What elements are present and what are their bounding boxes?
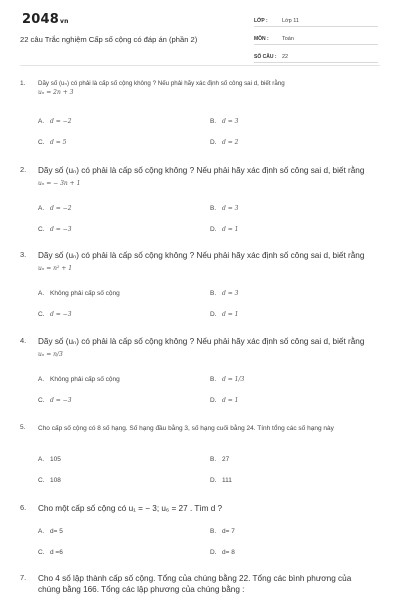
option-letter: D. bbox=[210, 549, 217, 556]
option-letter: B. bbox=[210, 456, 217, 463]
question-number: 1. bbox=[20, 80, 26, 87]
question-text bbox=[38, 503, 368, 515]
option-a[interactable] bbox=[38, 528, 63, 535]
question-text bbox=[38, 573, 368, 595]
option-c[interactable] bbox=[38, 549, 63, 556]
option-text: d= 5 bbox=[50, 528, 63, 535]
option-text: d = −2 bbox=[50, 205, 72, 212]
question-number: 7. bbox=[20, 573, 27, 582]
option-c[interactable] bbox=[38, 311, 72, 318]
option-a[interactable] bbox=[38, 205, 72, 212]
option-text: Không phải cấp số cộng bbox=[50, 290, 120, 297]
option-letter: A. bbox=[38, 118, 45, 125]
option-text: d = −3 bbox=[50, 226, 72, 233]
option-b[interactable] bbox=[210, 290, 239, 297]
option-b[interactable] bbox=[210, 528, 235, 535]
option-b[interactable] bbox=[210, 376, 244, 383]
question-number: 3. bbox=[20, 250, 27, 259]
option-letter: C. bbox=[38, 477, 45, 484]
option-letter: D. bbox=[210, 139, 217, 146]
question-stem: Dãy số (uₙ) có phải là cấp số cộng không ? Nếu phải hãy xác định số công sai d, biết rằng bbox=[38, 80, 285, 87]
option-letter: B. bbox=[210, 118, 217, 125]
option-letter: C. bbox=[38, 226, 45, 233]
option-letter: B. bbox=[210, 290, 217, 297]
option-text: d =6 bbox=[50, 549, 63, 556]
option-letter: A. bbox=[38, 528, 45, 535]
meta-label: SỐ CÂU : bbox=[254, 54, 277, 60]
option-b[interactable] bbox=[210, 456, 229, 463]
page-title: 22 câu Trắc nghiệm Cấp số cộng có đáp án (phần 2) bbox=[20, 35, 198, 44]
meta-label: LỚP : bbox=[254, 18, 268, 24]
logo-suffix: vn bbox=[59, 18, 69, 25]
option-text: d = 2 bbox=[222, 139, 239, 146]
question-text bbox=[38, 336, 368, 360]
option-text: d = 1 bbox=[222, 311, 239, 318]
option-text: 111 bbox=[222, 477, 232, 484]
option-letter: C. bbox=[38, 549, 45, 556]
option-letter: C. bbox=[38, 311, 45, 318]
option-text: d = 3 bbox=[222, 118, 239, 125]
question-number: 6. bbox=[20, 503, 27, 512]
question-stem: Cho cấp số cộng có 8 số hạng. Số hạng đầu bằng 3, số hạng cuối bằng 24. Tính tổng các số hạng này bbox=[38, 425, 334, 432]
option-text: d = 3 bbox=[222, 205, 239, 212]
option-text: d= 7 bbox=[222, 528, 235, 535]
option-text: 105 bbox=[50, 456, 61, 463]
option-a[interactable] bbox=[38, 290, 120, 297]
option-letter: D. bbox=[210, 226, 217, 233]
option-d[interactable] bbox=[210, 549, 235, 556]
option-b[interactable] bbox=[210, 118, 239, 125]
option-letter: A. bbox=[38, 205, 45, 212]
question-formula: uₙ = n/3 bbox=[38, 350, 63, 358]
option-letter: A. bbox=[38, 290, 45, 297]
question-stem: Cho 4 số lập thành cấp số cộng. Tổng của chúng bằng 22. Tổng các bình phương của chúng bằng 166. Tổng các lập phương của chúng bằng : bbox=[38, 574, 352, 594]
option-letter: B. bbox=[210, 528, 217, 535]
question-text bbox=[38, 250, 368, 274]
option-text: d = −2 bbox=[50, 118, 72, 125]
option-d[interactable] bbox=[210, 397, 239, 404]
option-letter: A. bbox=[38, 376, 45, 383]
option-text: d = 5 bbox=[50, 139, 67, 146]
option-text: d= 8 bbox=[222, 549, 235, 556]
meta-value: Lớp 11 bbox=[282, 18, 299, 24]
option-letter: D. bbox=[210, 397, 217, 404]
option-c[interactable] bbox=[38, 397, 72, 404]
option-letter: A. bbox=[38, 456, 45, 463]
option-letter: B. bbox=[210, 205, 217, 212]
question-formula: uₙ = 2n + 3 bbox=[38, 88, 74, 96]
option-text: 108 bbox=[50, 477, 61, 484]
option-text: d = 1 bbox=[222, 397, 239, 404]
question-formula: uₙ = − 3n + 1 bbox=[38, 179, 81, 187]
question-text bbox=[38, 165, 368, 189]
option-text: d = 1/3 bbox=[222, 376, 245, 383]
option-letter: D. bbox=[210, 311, 217, 318]
option-text: d = 3 bbox=[222, 290, 239, 297]
option-letter: B. bbox=[210, 376, 217, 383]
option-letter: C. bbox=[38, 139, 45, 146]
meta-value: Toán bbox=[282, 36, 294, 42]
option-c[interactable] bbox=[38, 226, 72, 233]
question-text bbox=[38, 424, 368, 434]
option-d[interactable] bbox=[210, 311, 239, 318]
question-stem: Dãy số (uₙ) có phải là cấp số cộng không ? Nếu phải hãy xác định số công sai d, biết rằng bbox=[38, 251, 365, 260]
option-text: d = −3 bbox=[50, 397, 72, 404]
meta-label: MÔN : bbox=[254, 36, 269, 42]
option-c[interactable] bbox=[38, 477, 61, 484]
option-text: Không phải cấp số cộng bbox=[50, 376, 120, 383]
question-stem: Dãy số (uₙ) có phải là cấp số cộng không ? Nếu phải hãy xác định số công sai d, biết rằng bbox=[38, 166, 365, 175]
option-letter: C. bbox=[38, 397, 45, 404]
option-d[interactable] bbox=[210, 139, 239, 146]
logo-text: 2048 bbox=[22, 12, 59, 27]
question-formula: uₙ = n² + 1 bbox=[38, 264, 73, 272]
option-text: d = 1 bbox=[222, 226, 239, 233]
option-a[interactable] bbox=[38, 456, 61, 463]
question-stem: Dãy số (uₙ) có phải là cấp số cộng không ? Nếu phải hãy xác định số công sai d, biết rằng bbox=[38, 337, 365, 346]
meta-value: 22 bbox=[282, 54, 289, 60]
option-d[interactable] bbox=[210, 477, 232, 484]
option-a[interactable] bbox=[38, 376, 120, 383]
question-number: 2. bbox=[20, 165, 27, 174]
question-number: 5. bbox=[20, 424, 26, 431]
option-text: d = −3 bbox=[50, 311, 72, 318]
question-text bbox=[38, 80, 368, 97]
question-stem: Cho một cấp số cộng có u₁ = − 3; u₆ = 27 . Tìm d ? bbox=[38, 504, 223, 513]
option-letter: D. bbox=[210, 477, 217, 484]
option-a[interactable] bbox=[38, 118, 72, 125]
option-c[interactable] bbox=[38, 139, 67, 146]
option-text: 27 bbox=[222, 456, 230, 463]
option-b[interactable] bbox=[210, 205, 239, 212]
option-d[interactable] bbox=[210, 226, 239, 233]
question-number: 4. bbox=[20, 336, 27, 345]
